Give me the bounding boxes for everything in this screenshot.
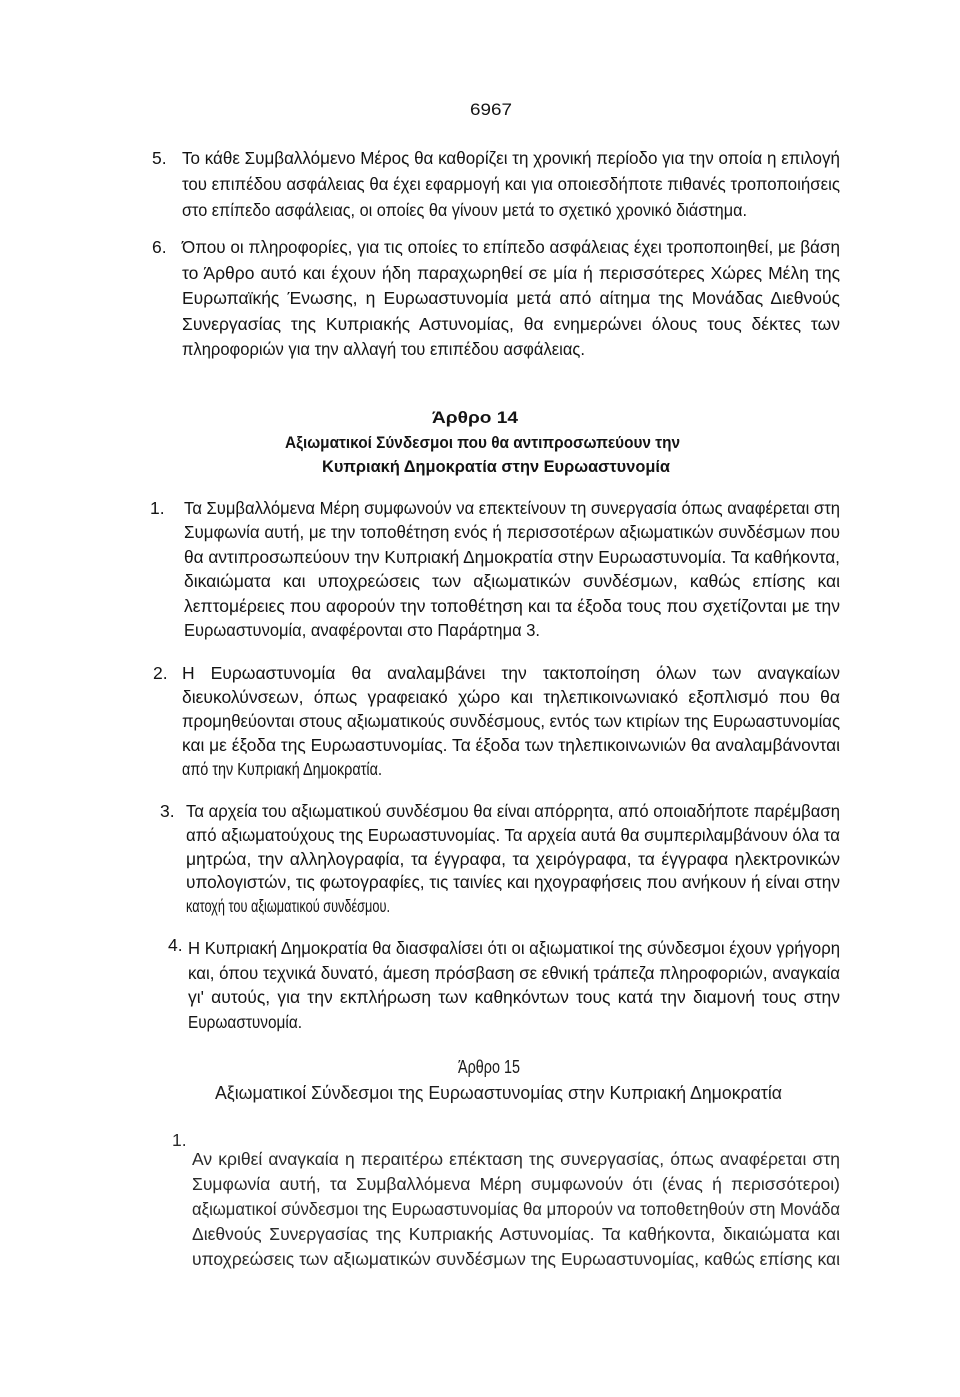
text-line: μητρώα, την αλληλογραφία, τα έγγραφα, τα χειρόγραφα, τα έγγραφα ηλεκτρονικών (186, 848, 840, 869)
text-line: δικαιώματα και υποχρεώσεις των αξιωματικών συνδέσμων, καθώς επίσης και (184, 571, 840, 592)
text-line: Ευρωπαϊκής Ένωσης, η Ευρωαστυνομία μετά από αίτημα της Μονάδας Διεθνούς (182, 288, 840, 308)
article-14-paragraph-2 (182, 661, 840, 781)
text-line: Η Κυπριακή Δημοκρατία θα διασφαλίσει ότι οι αξιωματικοί της σύνδεσμοι έχουν γρήγορη (188, 938, 840, 958)
article-14-subtitle-line: Κυπριακή Δημοκρατία στην Ευρωαστυνομία (322, 457, 670, 476)
paragraph-number: 4. (168, 935, 183, 955)
text-line: Η Ευρωαστυνομία θα αναλαμβάνει την τακτοποίηση όλων των αναγκαίων (182, 663, 840, 683)
text-line: θα αντιπροσωπεύουν την Κυπριακή Δημοκρατία στην Ευρωαστυνομία. Τα καθήκοντα, (184, 546, 840, 567)
text-line: Το κάθε Συμβαλλόμενο Μέρος θα καθορίζει τη χρονική περίοδο για την οποία η επιλογή (182, 148, 840, 168)
text-line: το Άρθρο αυτό και έχουν ήδη παραχωρηθεί σε μία ή περισσότερες Χώρες Μέλη της (182, 262, 840, 283)
paragraph-number: 5. (152, 148, 167, 168)
text-line: διευκολύνσεων, όπως γραφειακό χώρο και τηλεπικοινωνιακό εξοπλισμό που θα (182, 687, 840, 707)
article-14-subtitle-line: Αξιωματικοί Σύνδεσμοι που θα αντιπροσωπεύουν την (285, 433, 680, 452)
text-line: κατοχή του αξιωματικού συνδέσμου. (186, 896, 390, 917)
paragraph-number: 6. (152, 237, 167, 257)
paragraph-number: 2. (153, 663, 168, 683)
text-line: από αξιωματούχους της Ευρωαστυνομίας. Τα αρχεία αυτά θα συμπεριλαμβάνουν όλα τα (186, 824, 840, 845)
page-number: 6967 (470, 100, 512, 119)
text-line: Ευρωαστυνομία, αναφέρονται στο Παράρτημα 3. (184, 620, 540, 641)
paragraph-number: 3. (160, 801, 175, 821)
text-line: Αν κριθεί αναγκαία η περαιτέρω επέκταση της συνεργασίας, όπως αναφέρεται στη (192, 1149, 840, 1169)
article-14-paragraph-3 (186, 800, 840, 919)
text-line: και, όπου τεχνικά δυνατό, άμεση πρόσβαση σε εθνική τράπεζα πληροφοριών, αναγκαία (188, 962, 840, 983)
text-line: Όπου οι πληροφορίες, για τις οποίες το επίπεδο ασφάλειας έχει τροποποιηθεί, με βάση (182, 237, 840, 257)
text-line: Τα Συμβαλλόμενα Μέρη συμφωνούν να επεκτείνουν τη συνεργασία όπως αναφέρεται στη (184, 498, 840, 518)
text-line: Συμφωνία αυτή, με την τοποθέτηση ενός ή περισσοτέρων αξιωματικών συνδέσμων που (184, 522, 840, 543)
article-15-title: Άρθρο 15 (458, 1057, 520, 1077)
text-line: αξιωματικοί σύνδεσμοι της Ευρωαστυνομίας θα μπορούν να τοποθετηθούν στη Μονάδα (192, 1199, 840, 1219)
text-line: υποχρεώσεις των αξιωματικών συνδέσμων της Ευρωαστυνομίας, καθώς επίσης και (192, 1249, 840, 1269)
text-line: από την Κυπριακή Δημοκρατία. (182, 759, 382, 779)
text-line: υπολογιστών, τις φωτογραφίες, τις ταινίες και ηχογραφήσεις που ανήκουν ή είναι στην (186, 872, 840, 893)
text-line: λεπτομέρειες που αφορούν την τοποθέτηση και τα έξοδα τους που σχετίζονται με την (184, 595, 840, 616)
text-line: Συμφωνία αυτή, τα Συμβαλλόμενα Μέρη συμφωνούν ότι (ένας ή περισσότεροι) (192, 1174, 840, 1194)
paragraph-6 (182, 235, 840, 363)
text-line: Ευρωαστυνομία. (188, 1012, 302, 1033)
paragraph-number: 1. (150, 498, 165, 518)
text-line: γι' αυτούς, για την εκπλήρωση των καθηκόντων τους κατά την διαμονή τους στην (188, 987, 840, 1008)
text-line: Τα αρχεία του αξιωματικού συνδέσμου θα είναι απόρρητα, από οποιαδήποτε παρέμβαση (186, 801, 840, 821)
text-line: του επιπέδου ασφάλειας θα έχει εφαρμογή και για οποιεσδήποτε πιθανές τροποποιήσεις (182, 174, 840, 194)
text-line: Συνεργασίας της Κυπριακής Αστυνομίας, θα ενημερώνει όλους τους δέκτες των (182, 313, 840, 334)
article-14-paragraph-1 (184, 496, 840, 642)
text-line: πληροφοριών για την αλλαγή του επιπέδου ασφάλειας. (182, 339, 585, 359)
text-line: στο επίπεδο ασφάλειας, οι οποίες θα γίνουν μετά το σχετικό χρονικό διάστημα. (182, 200, 747, 220)
article-14-title: Άρθρο 14 (432, 408, 518, 427)
paragraph-number: 1. (172, 1130, 187, 1150)
article-14-paragraph-4 (188, 936, 840, 1035)
text-line: και με έξοδα της Ευρωαστυνομίας. Τα έξοδα των τηλεπικοινωνιών θα αναλαμβάνονται (182, 735, 840, 755)
article-15-subtitle-line: Αξιωματικοί Σύνδεσμοι της Ευρωαστυνομίας στην Κυπριακή Δημοκρατία (215, 1083, 782, 1103)
text-line: προμηθεύονται στους αξιωματικούς συνδέσμους, εντός των κτιρίων της Ευρωαστυνομίας (182, 711, 840, 731)
paragraph-5 (182, 145, 840, 223)
text-line: Διεθνούς Συνεργασίας της Κυπριακής Αστυνομίας. Τα καθήκοντα, δικαιώματα και (192, 1224, 840, 1244)
article-15-paragraph-1 (192, 1147, 840, 1272)
